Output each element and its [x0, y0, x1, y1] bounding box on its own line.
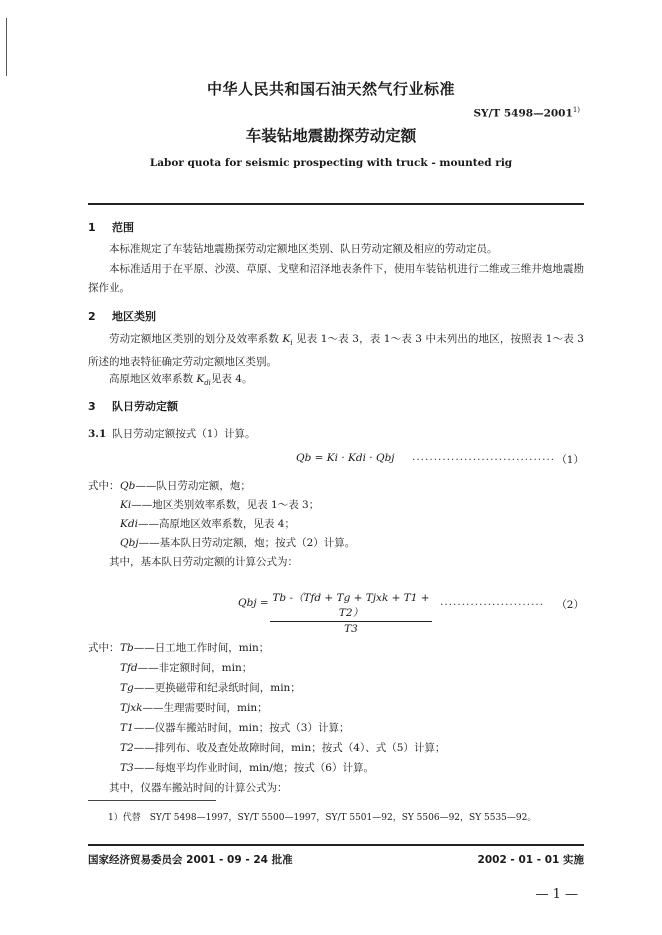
approval-date: 国家经济贸易委员会 2001 - 09 - 24 批准: [88, 854, 293, 866]
footnote-rule: [88, 800, 216, 801]
where-2-item: T2——排列布、收及查处故障时间，min；按式（4）、式（5）计算；: [120, 742, 446, 754]
section-1-para-2: 本标准适用于在平原、沙漠、草原、戈壁和沼泽地表条件下，使用车装钻机进行二维或三维井炮地震勘探作业。: [88, 263, 584, 294]
section-1-para-1: 本标准规定了车装钻地震勘探劳动定额地区类别、队日劳动定额及相应的劳动定员。: [109, 243, 498, 255]
scan-edge-mark: [6, 18, 7, 76]
equation-2-denominator: T3: [344, 623, 358, 635]
equation-2-numerator: Tb -（Tfd + Tg + Tjxk + T1 + T2）: [272, 592, 430, 619]
where-1-item: Qbj——基本队日劳动定额，炮；按式（2）计算。: [120, 537, 356, 549]
equation-1: Qb = Ki · Kdi · Qbj: [296, 452, 395, 464]
footnote: 1）代替 SY/T 5498—1997，SY/T 5500—1997，SY/T 5501—92，SY 5506—92，SY 5535—92。: [108, 813, 537, 823]
where-1-item: Qb——队日劳动定额，炮；: [120, 480, 251, 492]
equation-1-number: （1）: [556, 454, 584, 466]
section-3-heading: 3 队日劳动定额: [88, 400, 178, 413]
where-2-item: Tjxk——生理需要时间，min；: [120, 702, 268, 714]
where-1-item: Ki——地区类别效率系数，见表 1～表 3；: [120, 499, 320, 511]
section-2-para-2: 高原地区效率系数 $K_{di}$见表 4。: [109, 373, 253, 388]
equation-2-leader: ........................: [440, 596, 545, 608]
section-3-1-text: 3.1 队日劳动定额按式（1）计算。: [88, 428, 256, 440]
section-1-heading: 1 范围: [88, 221, 134, 234]
document-title-english: Labor quota for seismic prospecting with truck - mounted rig: [149, 157, 513, 169]
equation-1-leader: .................................: [412, 451, 556, 463]
where-2-item: T1——仪器车搬站时间，min；按式（3）计算；: [120, 722, 350, 734]
section-2-heading: 2 地区类别: [88, 310, 156, 323]
where-2-item: Tg——更换磁带和纪录纸时间，min；: [120, 682, 301, 694]
where-list-1-lead: 式中：: [88, 480, 120, 492]
intro-truck-move-formula: 其中，仪器车搬站时间的计算公式为：: [109, 782, 288, 794]
document-title: 车装钻地震勘探劳动定额: [245, 127, 417, 145]
equation-2-lhs: Qbj =: [238, 597, 269, 609]
fraction-bar: [270, 621, 432, 622]
implementation-date: 2002 - 01 - 01 实施: [477, 854, 584, 866]
where-list-2-lead: 式中：: [88, 642, 120, 654]
footer-rule: [88, 844, 584, 846]
header-rule: [88, 203, 584, 205]
where-2-item: T3——每炮平均作业时间，min/炮；按式（6）计算。: [120, 762, 374, 774]
standard-number-footnote-ref: 1): [572, 106, 580, 114]
where-2-item: Tb——日工地工作时间，min；: [120, 642, 270, 654]
issuer-title: 中华人民共和国石油天然气行业标准: [206, 80, 455, 98]
intro-basic-quota-formula: 其中，基本队日劳动定额的计算公式为：: [109, 556, 298, 568]
standard-number: SY/T 5498—2001$^{1)}$: [473, 106, 580, 120]
section-2-para-1: 劳动定额地区类别的划分及效率系数 $K_i$ 见表 1～表 3，表 1～表 3 中未列出的地区，按照表 1～表 3 所述的地表特征确定劳动定额地区类别。: [88, 333, 584, 369]
where-1-item: Kdi——高原地区效率系数，见表 4；: [120, 518, 295, 530]
equation-2-number: （2）: [556, 599, 584, 611]
where-2-item: Tfd——非定额时间，min；: [120, 662, 253, 674]
page-number: — 1 —: [535, 887, 578, 902]
equation-2-fraction: [270, 590, 432, 635]
